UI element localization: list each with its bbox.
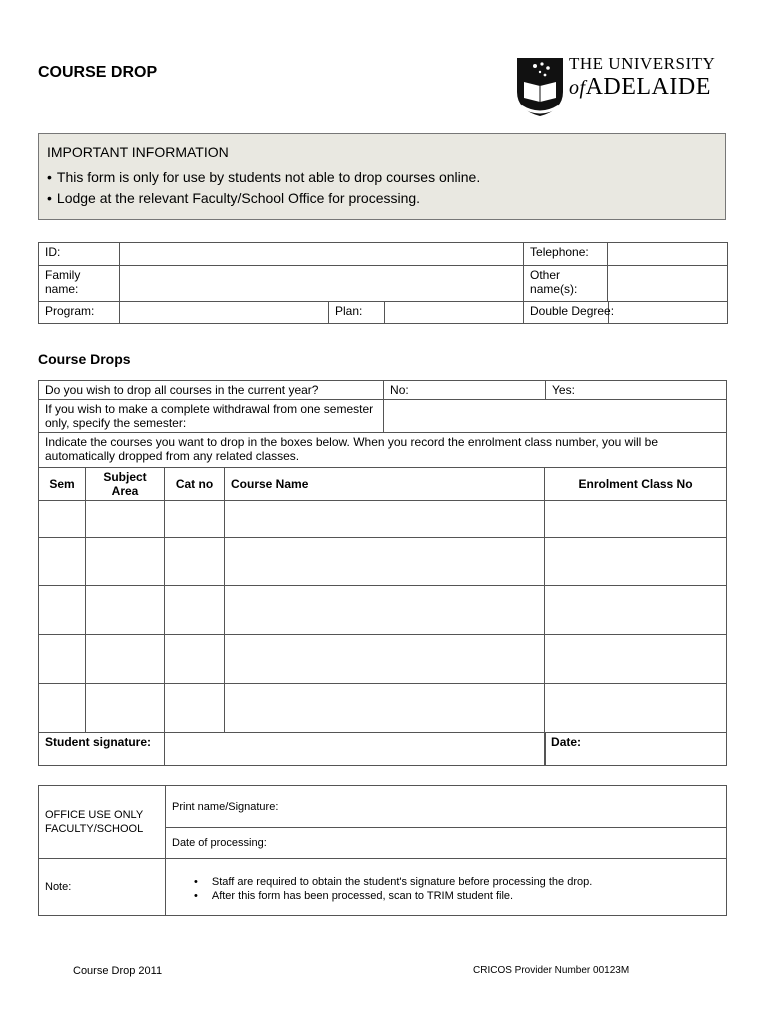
note-item: • Staff are required to obtain the student's signature before processing the drop. [194,875,720,889]
header-course-name: Course Name [225,468,545,501]
plan-field[interactable] [385,302,524,324]
double-degree-field[interactable] [609,302,728,324]
plan-label: Plan: [329,302,385,324]
id-label: ID: [39,243,120,266]
other-names-label: Other name(s): [524,266,608,302]
footer-form-name: Course Drop 2011 [73,965,163,977]
double-degree-label: Double Degree: [524,302,609,324]
header-enrolment-class-no: Enrolment Class No [545,468,727,501]
instructions: Indicate the courses you want to drop in the boxes below. When you record the enrolment class number, you will be automatically dropped from any related classes. [39,433,727,468]
section-title: Course Drops [38,351,131,367]
print-name-field[interactable]: Print name/Signature: [166,786,727,828]
office-use-table [38,785,727,916]
logo-line2: ofADELAIDE [569,74,711,100]
table-row [39,538,727,586]
table-row [39,586,727,635]
info-heading: IMPORTANT INFORMATION [47,144,229,160]
telephone-label: Telephone: [524,243,608,266]
table-row [39,501,727,538]
page-title: COURSE DROP [38,64,158,81]
drop-all-question: Do you wish to drop all courses in the current year? [39,381,384,400]
program-label: Program: [39,302,120,324]
signature-field[interactable] [165,733,545,766]
note-item: • After this form has been processed, scan to TRIM student file. [194,889,720,903]
yes-option[interactable]: Yes: [546,381,727,400]
semester-field[interactable] [384,400,727,433]
table-row [39,684,727,733]
course-drops-table [38,380,727,766]
note-content [166,859,727,916]
no-option[interactable]: No: [384,381,546,400]
table-row [39,635,727,684]
header-subject-area: Subject Area [86,468,165,501]
info-bullet: • Lodge at the relevant Faculty/School Office for processing. [47,188,480,209]
program-field[interactable] [120,302,329,324]
note-label: Note: [39,859,166,916]
header-sem: Sem [39,468,86,501]
date-processing-field[interactable]: Date of processing: [166,828,727,859]
id-field[interactable] [120,243,524,266]
info-bullet: • This form is only for use by students not able to drop courses online. [47,167,480,188]
footer-cricos: CRICOS Provider Number 00123M [473,965,630,976]
other-names-field[interactable] [608,266,728,302]
telephone-field[interactable] [608,243,728,266]
family-name-field[interactable] [120,266,524,302]
university-logo [515,52,720,120]
header-cat-no: Cat no [165,468,225,501]
family-name-label: Family name: [39,266,120,302]
crest-icon [515,56,565,118]
semester-question: If you wish to make a complete withdrawal from one semester only, specify the semester: [39,400,384,433]
important-info-box [38,133,726,220]
logo-line1: THE UNIVERSITY [569,54,716,73]
signature-label: Student signature: [39,733,165,766]
student-details-table [38,242,728,324]
office-use-label: OFFICE USE ONLY FACULTY/SCHOOL [39,786,166,859]
date-label: Date: [545,733,546,766]
